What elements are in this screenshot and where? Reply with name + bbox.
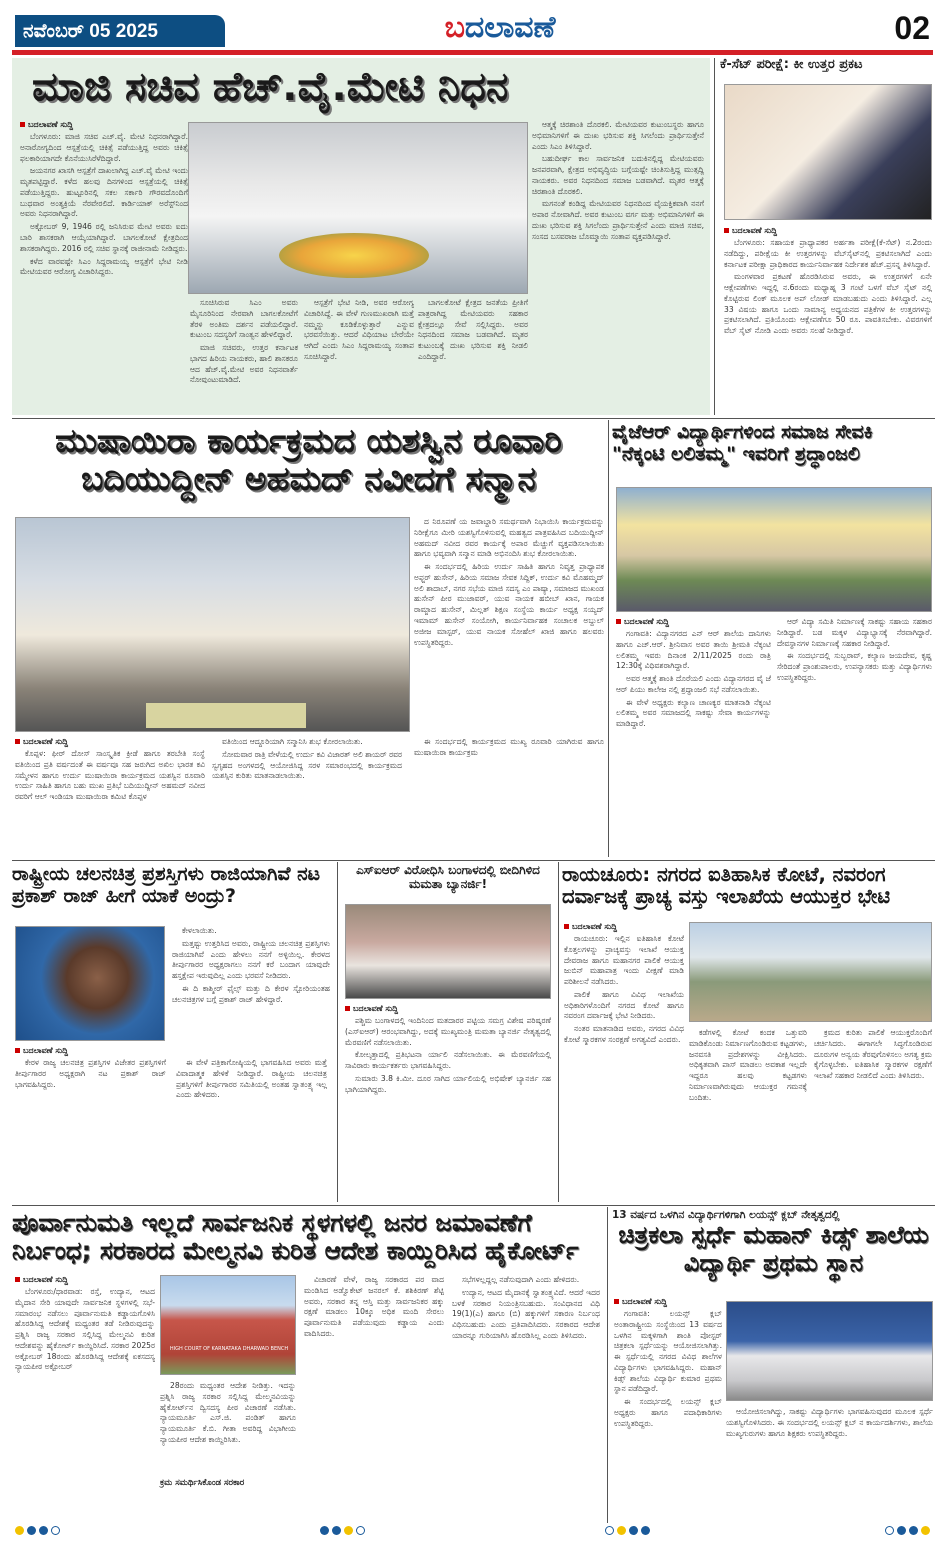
article-high-court [12, 1209, 604, 1521]
article-kset [720, 58, 935, 415]
article-raichur [562, 864, 935, 1202]
column-divider [558, 862, 559, 1202]
paragraph: ಬೆಂಗಳೂರು/ಧಾರವಾಡ: ರಸ್ತೆ, ಉದ್ಯಾನ, ಆಟದ ಮೈದಾನ ಸೇರಿ ಯಾವುದೇ ಸಾರ್ವಜನಿಕ ಸ್ಥಳಗಳಲ್ಲಿ ಸಭೆ-ಸಮಾರಂಭ ನಡೆಸಲು ಪೂರ್ವಾನುಮತಿ ಕಡ್ಡಾಯಗೊಳಿಸಿ ಹೊರಡಿಸಿದ್ದ ಆದೇಶಕ್ಕೆ ಮಧ್ಯಂತರ ತಡೆ ನೀಡಿರುವುದನ್ನು ಪ್ರಶ್ನಿಸಿ ರಾಜ್ಯ ಸರಕಾರ ಸಲ್ಲಿಸಿದ್ದ ಮೇಲ್ಮನವಿ ಕುರಿತ ಆದೇಶವನ್ನು ಹೈಕೋರ್ಟ್ ಕಾಯ್ದಿರಿಸಿದೆ. ಸರಕಾರ 2025ರ ಅಕ್ಟೋಬರ್ 18ರಂದು ಹೊರಡಿಸಿದ್ದ ಆದೇಶಕ್ಕೆ ಏಕಸದಸ್ಯ ನ್ಯಾಯಪೀಠ ಅಕ್ಟೋಬರ್ [15, 1287, 155, 1372]
paragraph: ಮಾಜಿ ಸಚಿವರು, ಉತ್ತರ ಕರ್ನಾಟಕ ಭಾಗದ ಹಿರಿಯ ನಾಯಕರು, ಹಾಲಿ ಶಾಸಕರೂ ಆದ ಹೆಚ್.ವೈ.ಮೇಟಿ ಅವರ ನಿಧನವಾರ್ತೆ ನೋವುಂಟುಮಾಡಿದೆ. [190, 343, 298, 385]
paragraph: ದ ನಿರೂಪಣೆ ಯ ಜವಾಬ್ದಾರಿ ಸಮರ್ಥವಾಗಿ ನಿಭಾಯಿಸಿ ಕಾರ್ಯಕ್ರಮವನ್ನು ನಿರೀಕ್ಷೆಗೂ ಮೀರಿ ಯಶಸ್ವಿಗೊಳಿಸುವಲ್ಲಿ ಮಹತ್ವದ ಪಾತ್ರವಹಿಸಿದ ಬದಿಯುದ್ದೀನ್ ಅಹಮದ್ ನವೀದ ರವರ ಕಾರ್ಯಕ್ಕೆ ಅಪಾರ ಮೆಚ್ಚುಗೆ ವ್ಯಕ್ತಪಡಿಸಲಾಯಿತು ಹಾಗೂ ಭವ್ಯವಾಗಿ ಸನ್ಮಾನ ಮಾಡಿ ಅಭಿನಂದಿಸಿ ಶುಭ ಕೋರಲಾಯಿತು. [414, 517, 604, 559]
column [20, 120, 188, 420]
dot [921, 1526, 930, 1535]
paragraph: ಮತ್ತಷ್ಟು ಉತ್ತರಿಸಿದ ಅವರು, ರಾಷ್ಟ್ರೀಯ ಚಲನಚಿತ್ರ ಪ್ರಶಸ್ತಿಗಳು ರಾಜಿಯಾಗಿವೆ ಎಂದು ಹೇಳಲು ನನಗೆ ಅಳ್ಳಿಯಿಲ್ಲ. ಕೇರಳದ ತೀರ್ಪುಗಾರರ ಅಧ್ಯಕ್ಷರಾಗಲು ನನಗೆ ಕರೆ ಬಂದಾಗ ಯಾವುದೇ ಹಸ್ತಕ್ಷೇಪ ಇರುವುದಿಲ್ಲ ಎಂದು ಭರವಸೆ ನೀಡಿದರು. [172, 938, 330, 981]
paragraph: ಅವರ ಆತ್ಮಕ್ಕೆ ಶಾಂತಿ ದೊರೆಯಲಿ ಎಂದು ವಿದ್ಯಾನಗರದ ವೈ ಜೆ ಆರ್ ಪಿಯು ಕಾಲೇಜ ನಲ್ಲಿ ಶ್ರದ್ಧಾಂಜಲಿ ಸಭೆ ನಡೆಸಲಾಯಿತು. [616, 674, 771, 694]
dot [15, 1526, 24, 1535]
paragraph: ಸಭೆಗಳಲ್ಲದ್ದಲ್ಲ ನಡೆಸುವುದಾಗಿ ಎಂದು ಹೇಳಿದರು. [462, 1275, 580, 1284]
newspaper-logo [380, 10, 620, 45]
dot [332, 1526, 341, 1535]
column-divider [608, 420, 609, 857]
dot [344, 1526, 353, 1535]
body-text [15, 749, 205, 854]
paragraph: ಈ ದಿ ಕಾಶ್ಮೀರ್ ಫೈಲ್ಸ್ ಮತ್ತು ದಿ ಕೇರಳ ಸ್ಟೋರಿಯಂತಹ ಚಲನಚಿತ್ರಗಳ ಬಗ್ಗೆ ಪ್ರಕಾಶ್ ರಾಜ್ ಹೇಳಿದ್ದಾರೆ. [172, 983, 330, 1004]
byline: ಬದಲಾವಣೆ ಸುದ್ದಿ [345, 1004, 551, 1014]
paragraph: ಗಂಗಾವತಿ: ವಿದ್ಯಾನಗರದ ಎನ್ ಆರ್ ಶಾಲೆಯ ದಾನಿಗಳು ಹಾಗೂ ಎಚ್.ಆರ್. ಶ್ರೀನಿವಾಸ ಅವರ ತಾಯಿ ಶ್ರೀಮತಿ ನೆಕ್ಕಂಟಿ ಲಲಿತಮ್ಮ ಇವರು ದಿನಾಂಕ 2/11/2025 ರಂದು ರಾತ್ರಿ 12:30ಕ್ಕೆ ವಿಧಿವಶರಾಗಿದ್ದಾರೆ. [616, 629, 771, 671]
dot [629, 1526, 638, 1535]
paragraph: ವತಿಯಿಂದ ಆದ್ದೂರಿಯಾಗಿ ಸನ್ಮಾನಿಸಿ ಶುಭ ಕೋರಲಾಯಿತು. [222, 737, 363, 746]
photo-mamata-rally [345, 904, 551, 999]
body-text [160, 1381, 296, 1476]
body-text [418, 298, 528, 410]
footer-dots-right [885, 1520, 933, 1539]
body-text [172, 926, 330, 1054]
paragraph: ಕಡೆಗಳಲ್ಲಿ ಕೋಟೆ ಕಂದಕ ಒತ್ತುವರಿ ಮಾಡಿಕೊಂಡು ನಿರ್ಮಾಣಗೊಂಡಿರುವ ಕಟ್ಟಡಗಳು, ಜನವಸತಿ ಪ್ರದೇಶಗಳನ್ನು ವೀಕ್ಷಿಸಿದರು. ಅಧಿಕೃತವಾಗಿ ಪಾಸ್ ಮಾಡಲು ಅವಕಾಶ ಇಲ್ಲದೇ ಇದ್ದರೂ ಹಲವು ಕಟ್ಟಡಗಳು ನಿರ್ಮಾಣವಾಗಿರುವುದು ಆಯುಕ್ತರ ಗಮನಕ್ಕೆ ಬಂದಿತು. [689, 1028, 807, 1102]
paragraph: ಪಾಲಿಕೆ ಹಾಗೂ ವಿವಿಧ ಇಲಾಖೆಯ ಅಧಿಕಾರಿಗಳೊಂದಿಗೆ ನಗರದ ಕೋಟೆ ಹಾಗೂ ನವರಂಗ ದರ್ವಾಜಕ್ಕೆ ಭೇಟಿ ನೀಡಿದರು. [564, 989, 684, 1021]
dot [320, 1526, 329, 1535]
paragraph: ಸೋಮವಾರ ರಾತ್ರಿ ವೇಳೆಯಲ್ಲಿ ಉರ್ದು ಕವಿ ವಿಜಾರತ್ ಅಲಿ ಶಾಯರ್ ರವರ ಸ್ವಗೃಹದ ಅಂಗಳದಲ್ಲಿ ಆಯೋಜಿಸಿದ್ದ ಸರಳ ಸಮಾರಂಭದಲ್ಲಿ ಕಾರ್ಯಕ್ರಮದ ಯಶಸ್ಸಿನ ಕುರಿತು ಮಾತನಾಡಲಾಯಿತು. [212, 749, 402, 781]
paragraph: ಈ ಸಂದರ್ಭದಲ್ಲಿ ಹಿರಿಯ ಉರ್ದು ಸಾಹಿತಿ ಹಾಗೂ ನಿವೃತ್ತ ಪ್ರಾಧ್ಯಾಪಕ ಅಫ್ಜರ್ ಹುಸೇನ್, ಹಿರಿಯ ಸಮಾಜ ಸೇವಕ ಸಿದ್ದಿಕ್, ಉರ್ದು ಕವಿ ಮೊಹಮ್ಮದ್ ಅಲಿ ಶಾದಾಬ್, ನಗರ ಸಭೆಯ ಮಾಜಿ ಸದಸ್ಯ ಎಂ ಪಾಷ್ಯಾ, ಸಮಾಜದ ಮುಖಂಡ ಹುಸೇನ್ ಪೀರ ಮುಜಾವರ್, ಯುವ ನಾಯಕ ಹಬೀಬ್ ಖಾನ, ಗಾಯಕ ರಾಮ್ಜಾದ ಹುಸೇನ್, ಮಿಲ್ಲತ್ ಶಿಕ್ಷಣ ಸಂಸ್ಥೆಯ ಕಾರ್ಯ ಅಧ್ಯಕ್ಷ ಸಯ್ಯದ್ ಇಮಾಮ್ ಹುಸೇನ್ ಸಂಯೋಗಿ, ಕಾರ್ಯನಿರ್ವಾಹಕ ಸಂಚಾಲಕ ಅಬ್ದುಲ್ ಅಜೀಜ ಮಾಸ್ಟರ್, ಯುವ ನಾಯಕ ಸೋಹೆಲ್ ಖಾಜಿ ಹಾಗೂ ಹಲವರು ಉಪಸ್ಥಿತರಿದ್ದರು. [414, 562, 604, 647]
article-lions-club [612, 1209, 935, 1521]
table-cloth [146, 703, 306, 728]
footer-dots-mid-right [605, 1520, 653, 1539]
byline: ಬದಲಾವಣೆ ಸುದ್ದಿ [616, 617, 771, 627]
paragraph: ಕೊಪ್ಪಳ: ಫೀರ್ ದೋಸ್ ಸಾಂಸ್ಕೃತಿಕ ಕ್ರೀಡೆ ಹಾಗೂ ತರಬೇತಿ ಸಂಸ್ಥೆ ವತಿಯಿಂದ ಪ್ರತಿ ವರ್ಷದಂತೆ ಈ ವರ್ಷವೂ ಸಹ ಜರುಗಿದ ಅಖಿಲ ಭಾರತ ಕವಿ ಸಮ್ಮೇಳನ ಹಾಗೂ ಉರ್ದು ಮುಷಾಯಿರಾ ಕಾರ್ಯಕ್ರಮದ ಯಶಸ್ವಿನ ರೂವಾರಿ ಉರ್ದು ಸಾಹಿತಿ ಹಾಗೂ ಬಹು ಮುಖ ಪ್ರತಿಭೆ ಬದಿಯುದ್ದೀನ್ ಅಹಮದ್ ನವೀದ ರವರಿಗೆ ಆಲ್ ಇಂಡಿಯಾ ಮುಷಾಯಿರಾ ಕಮಿಟಿ ಕೊಪ್ಪಳ [15, 749, 205, 802]
logo-first-letter: ಬ [444, 10, 465, 45]
body-text [20, 132, 188, 420]
dot [885, 1526, 894, 1535]
body-text [724, 238, 932, 418]
body-text [616, 629, 771, 854]
column-divider [607, 1207, 608, 1523]
paragraph: ಜಯನಗರ ಖಾಸಗಿ ಆಸ್ಪತ್ರೆಗೆ ದಾಖಲಾಗಿದ್ದ ಎಚ್.ವೈ ಮೇಟಿ ಇಂದು ಮೃತಪಟ್ಟಿದ್ದಾರೆ. ಕಳೆದ ಹಲವು ದಿನಗಳಿಂದ ಆಸ್ಪತ್ರೆಯಲ್ಲಿ ಚಿಕಿತ್ಸೆ ಪಡೆಯುತ್ತಿದ್ದರು. ಹುಟ್ಟೂರಿನಲ್ಲಿ ಸಕಲ ಸರ್ಕಾರಿ ಗೌರವದೊಂದಿಗೆ ಬುಧವಾರ ಅಂತ್ಯಕ್ರಿಯೆ ನೆರವೇರಲಿದೆ. ಕಾರ್ಡಿಯಾಕ್ ಅರೆಸ್ಟ್‌ನಿಂದ ಅವರು ನಿಧನರಾಗಿದ್ದಾರೆ. [20, 166, 188, 219]
paragraph: ಆಸ್ಪತ್ರೆಗೆ ಭೇಟಿ ನೀಡಿ, ಅವರ ಆರೋಗ್ಯ ವಿಚಾರಿಸಿದ್ದೆ. ಈ ವೇಳೆ ಗುಣಮುಖರಾಗಿ ಮತ್ತೆ ನಮ್ಮನ್ನು ಕೂಡಿಕೊಳ್ಳುತ್ತಾರೆ ಎನ್ನುವ ಭರವಸೆಯಿತ್ತು. ಆದರೆ ವಿಧಿಯಾಟ ಬೇರೆಯೇ ಆಗಿದೆ ಎಂದು ಸಿಎಂ ಸಿದ್ದರಾಮಯ್ಯ ಸಂತಾಪ ಸೂಚಿಸಿದ್ದಾರೆ. [304, 298, 414, 361]
headline: ಕೆ-ಸೆಟ್ ಪರೀಕ್ಷೆ: ಕೀ ಉತ್ತರ ಪ್ರಕಟ [720, 57, 863, 72]
headline: ರಾಷ್ಟ್ರೀಯ ಚಲನಚಿತ್ರ ಪ್ರಶಸ್ತಿಗಳು ರಾಜಿಯಾಗಿವೆ ನಟ ಪ್ರಕಾಶ್ ರಾಜ್ ಹೀಗೆ ಯಾಕೆ ಅಂದ್ರು? [12, 863, 321, 907]
dot [51, 1526, 60, 1535]
body-text [452, 1275, 600, 1515]
body-text [814, 1028, 932, 1198]
masthead-rule [12, 50, 933, 55]
body-text [414, 737, 604, 852]
dot [39, 1526, 48, 1535]
paragraph: ಈ ಸಂದರ್ಭದಲ್ಲಿ ಕಾರ್ಯಕ್ರಮದ ಮುಖ್ಯ ರೂವಾರಿ ಯಾಗಿರುವ ಹಾಗೂ ಮುಷಾಯಿರಾ ಕಾರ್ಯಕ್ರಮ [414, 737, 604, 757]
paragraph: ಕೋಲ್ಕತ್ತಾದಲ್ಲಿ ಪ್ರತಿಭಟನಾ ರ್ಯಾಲಿ ನಡೆಸಲಾಯಿತು. ಈ ಮೆರವಣಿಗೆಯಲ್ಲಿ ಸಾವಿರಾರು ಕಾರ್ಯಕರ್ತರು ಭಾಗವಹಿಸಿದ್ದರು. [345, 1050, 551, 1071]
photo-felicitation [15, 517, 410, 732]
body-text [15, 1287, 155, 1512]
paragraph: ಕಳೆದ ವಾರವಷ್ಟೇ ಸಿಎಂ ಸಿದ್ದರಾಮಯ್ಯ ಆಸ್ಪತ್ರೆಗೆ ಭೇಟಿ ನೀಡಿ ಮೇಟಿಯವರ ಆರೋಗ್ಯ ವಿಚಾರಿಸಿದ್ದರು. [20, 256, 188, 277]
paragraph: ರಾಯಚೂರು: ಇಲ್ಲಿನ ಐತಿಹಾಸಿಕ ಕೋಟೆ ಕೊತ್ತಲಗಳನ್ನು ಪ್ರಾಚ್ಯವಸ್ತು ಇಲಾಖೆ ಆಯುಕ್ತ ದೇವರಾಜ ಹಾಗೂ ಮಹಾನಗರ ಪಾಲಿಕೆ ಆಯುಕ್ತ ಜುಬಿನ್ ಮಹಾಪಾತ್ರ ಇಂದು ವೀಕ್ಷಣೆ ಮಾಡಿ ಪರಿಶೀಲನೆ ನಡೆಸಿದರು. [564, 934, 684, 987]
byline: ಬದಲಾವಣೆ ಸುದ್ದಿ [564, 922, 684, 932]
body-text [190, 298, 298, 410]
paragraph: ಆರ್ ವಿದ್ಯಾ ಸಮಿತಿ ನಿರ್ಮಾಣಕ್ಕೆ ಸಾಕಷ್ಟು ಸಹಾಯ ಸಹಕಾರ ನೀಡಿದ್ದಾರೆ. ಬಡ ಮಕ್ಕಳ ವಿದ್ಯಾಭ್ಯಾಸಕ್ಕೆ ನೆರವಾಗಿದ್ದಾರೆ. ದೇವಸ್ಥಾನಗಳ ನಿರ್ಮಾಣಕ್ಕೆ ಸಹಕಾರ ನೀಡಿದ್ದಾರೆ. [777, 617, 932, 648]
paragraph: ಈ ಸಂದರ್ಭದಲ್ಲಿ ಸುಬ್ಬರಾವ್, ಕಲ್ಯಾಣ ಜಯದೇವ, ಕೃಷ್ಣ ಸೇರಿದಂತೆ ಪ್ರಾಂಶುಪಾಲರು, ಉಪನ್ಯಾಸಕರು ಮತ್ತು ವಿದ್ಯಾರ್ಥಿಗಳು ಉಪಸ್ಥಿತರಿದ್ದರು. [777, 651, 932, 682]
paragraph: ನಂತರ ಮಾತನಾಡಿದ ಅವರು, ನಗರದ ವಿವಿಧ ಕೋಟೆ ಸ್ಮಾರಕಗಳ ಸಂರಕ್ಷಣೆ ಅಗತ್ಯವಿದೆ ಎಂದರು. [564, 1024, 684, 1045]
subheading: ಕ್ರಮ ಸಮರ್ಥಿಸಿಕೊಂಡ ಸರಕಾರ [160, 1478, 245, 1488]
headline: ಪೂರ್ವಾನುಮತಿ ಇಲ್ಲದೆ ಸಾರ್ವಜನಿಕ ಸ್ಥಳಗಳಲ್ಲಿ ಜನರ ಜಮಾವಣೆಗೆ ನಿರ್ಬಂಧ; ಸರಕಾರದ ಮೇಲ್ಮನವಿ ಕುರಿತ ಆದೇಶ ಕಾಯ್ದಿರಿಸಿದ ಹೈಕೋರ್ಟ್ [12, 1208, 579, 1266]
column-divider [714, 58, 715, 415]
paragraph: ಈ ವೇಳೆ ಪತ್ರಿಕಾಗೋಷ್ಠಿಯಲ್ಲಿ ಭಾಗವಹಿಸಿದ ಅವರು ಮತ್ತೆ ವಿವಾದಾತ್ಮಕ ಹೇಳಿಕೆ ನೀಡಿದ್ದಾರೆ. ರಾಷ್ಟ್ರೀಯ ಚಲನಚಿತ್ರ ಪ್ರಶಸ್ತಿಗಳಿಗೆ ತೀರ್ಪುಗಾರರ ಸಮಿತಿಯಲ್ಲಿ ಅಂತಹ ಸ್ವಾತಂತ್ರ್ಯ ಇಲ್ಲ ಎಂದು ಹೇಳಿದರು. [176, 1058, 327, 1100]
section-divider [12, 1205, 935, 1206]
byline: ಬದಲಾವಣೆ ಸುದ್ದಿ [15, 1046, 165, 1056]
headline: ಚಿತ್ರಕಲಾ ಸ್ಪರ್ಧೆ ಮಹಾನ್ ಕಿಡ್ಸ್ ಶಾಲೆಯ ವಿದ್ಯಾರ್ಥಿ ಪ್ರಥಮ ಸ್ಥಾನ [618, 1221, 929, 1277]
article-prakash-raj [12, 864, 334, 1202]
body-text [564, 934, 684, 1199]
section-divider [12, 860, 935, 861]
photo-fort-inspection [689, 922, 932, 1022]
photo-prakash-raj [15, 926, 165, 1041]
body-text [689, 1028, 807, 1198]
paragraph: ಅಕ್ಟೋಬರ್ 9, 1946 ರಲ್ಲಿ ಜನಿಸಿರುವ ಮೇಟಿ ಅವರು ಐದು ಬಾರಿ ಶಾಸಕರಾಗಿ ಆಯ್ಕೆಯಾಗಿದ್ದಾರೆ. ಬಾಗಲಕೋಟೆ ಕ್ಷೇತ್ರದಿಂದ ಶಾಸಕರಾಗಿದ್ದರು. 2016 ರಲ್ಲಿ ಸಚಿವ ಸ್ಥಾನಕ್ಕೆ ರಾಜೀನಾಮೆ ನೀಡಿದ್ದರು. [20, 222, 188, 253]
headline-line: ಮುಷಾಯಿರಾ ಕಾರ್ಯಕ್ರಮದ ಯಶಸ್ವಿನ ರೂವಾರಿ [55, 421, 562, 460]
body-text [345, 1016, 551, 1196]
byline: ಬದಲಾವಣೆ ಸುದ್ದಿ [724, 226, 932, 236]
paragraph: ಬೆಂಗಳೂರು: ಸಹಾಯಕ ಪ್ರಾಧ್ಯಾಪಕರ ಅರ್ಹತಾ ಪರೀಕ್ಷೆ(ಕೆ-ಸೆಟ್) ನ.2ರಂದು ನಡೆದಿದ್ದು, ಪರೀಕ್ಷೆಯ ಕೀ ಉತ್ತರಗಳನ್ನು ವೆಬ್‌ಸೈಟ್‌ನಲ್ಲಿ ಪ್ರಕಟಿಸಲಾಗಿದೆ ಎಂದು ಕರ್ನಾಟಕ ಪರೀಕ್ಷಾ ಪ್ರಾಧಿಕಾರದ ಕಾರ್ಯನಿರ್ವಾಹಕ ನಿರ್ದೇಶಕ ಹೆಚ್.ಪ್ರಸನ್ನ ತಿಳಿಸಿದ್ದಾರೆ. [724, 238, 932, 269]
photo-college-gathering [616, 487, 932, 612]
building-sign: HIGH COURT OF KARNATAKA DHARWAD BENCH [169, 1346, 289, 1352]
headline-line: ವೈಜೆಆರ್ ವಿದ್ಯಾರ್ಥಿಗಳಿಂದ ಸಮಾಜ ಸೇವಕಿ [612, 421, 873, 443]
photo-award-ceremony [726, 1301, 933, 1401]
body-text [15, 1058, 327, 1198]
paragraph: ಗಂಗಾವತಿ: ಲಯನ್ಸ್ ಕ್ಲಬ್ ಅಂತಾರಾಷ್ಟ್ರೀಯ ಸಂಸ್ಥೆಯಿಂದ 13 ವರ್ಷದ ಒಳಗಿನ ಮಕ್ಕಳಿಗಾಗಿ ಶಾಂತಿ ಪೋಸ್ಟರ್ ಚಿತ್ರಕಲಾ ಸ್ಪರ್ಧೆಯನ್ನು ಆಯೋಜಿಸಲಾಗಿತ್ತು. ಈ ಸ್ಪರ್ಧೆಯಲ್ಲಿ ನಗರದ ವಿವಿಧ ಶಾಲೆಗಳ ವಿದ್ಯಾರ್ಥಿಗಳು ಭಾಗವಹಿಸಿದ್ದರು. ಮಹಾನ್ ಕಿಡ್ಸ್ ಶಾಲೆಯ ವಿದ್ಯಾರ್ಥಿ ಕುಮಾರ ಪ್ರಥಮ ಸ್ಥಾನ ಪಡೆದಿದ್ದಾರೆ. [614, 1309, 722, 1394]
article-mamata [341, 864, 555, 1202]
article-yjr [612, 422, 935, 857]
photo-meti-tribute [188, 122, 528, 294]
headline [612, 422, 935, 466]
photo-high-court-building [160, 1275, 296, 1375]
body-text [304, 298, 414, 410]
headline [12, 422, 605, 498]
body-text [414, 517, 604, 732]
section-divider [12, 418, 935, 419]
logo-rest: ದಲಾವಣೆ [464, 10, 556, 45]
paragraph: ಈ ವೇಳೆ ಅಧ್ಯಕ್ಷರು ಕಲ್ಯಾಣ ಚಾಣಕ್ಯರ ಮಾತನಾಡಿ ನೆಕ್ಕಂಟಿ ಲಲಿತಮ್ಮ ಅವರ ಸಮಾಜದಲ್ಲಿ ಸಾಕಷ್ಟು ಸೇವಾ ಕಾರ್ಯಗಳನ್ನು ಮಾಡಿದ್ದಾರೆ. [616, 697, 771, 729]
paragraph: ಉದ್ಯಾನ, ಆಟದ ಮೈದಾನಕ್ಕೆ ಸ್ವಾತಂತ್ರ್ಯವಿದೆ. ಆದರೆ ಇದರ ಬಳಕೆ ಸರಕಾರ ನಿಯಂತ್ರಿಸಬಹುದು. ಸಂವಿಧಾನದ ವಿಧಿ 19(1)(ಎ) ಹಾಗೂ (ಬಿ) ಹಕ್ಕುಗಳಿಗೆ ಸಕಾರಣ ನಿರ್ಬಂಧ ವಿಧಿಸಬಹುದು ಎಂದು ಪ್ರತಿಪಾದಿಸಿದರು. ಸರಕಾರದ ಆದೇಶ ಯಾರನ್ನೂ ಗುರಿಯಾಗಿಸಿ ಹೊರಡಿಸಿಲ್ಲ ಎಂದು ತಿಳಿಸಿದರು. [452, 1287, 600, 1340]
paragraph: ಸುಮಾರು 3.8 ಕಿ.ಮೀ. ದೂರ ಸಾಗಿದ ರ್ಯಾಲಿಯಲ್ಲಿ ಅಭಿಷೇಕ್ ಬ್ಯಾನರ್ಜಿ ಸಹ ಭಾಗಿಯಾಗಿದ್ದರು. [345, 1073, 551, 1094]
headline-line: ಬದಿಯುದ್ದೀನ್ ಅಹಮದ್ ನವೀದಗೆ ಸನ್ಮಾನ [81, 458, 536, 498]
byline: ಬದಲಾವಣೆ ಸುದ್ದಿ [15, 1275, 155, 1285]
edition-date: ನವೆಂಬರ್ 05 2025 [15, 15, 225, 47]
dot [605, 1526, 614, 1535]
column-divider [337, 862, 338, 1202]
byline: ಬದಲಾವಣೆ ಸುದ್ದಿ [15, 737, 205, 747]
body-text [614, 1309, 722, 1519]
paragraph: ಪಶ್ಚಿಮ ಬಂಗಾಳದಲ್ಲಿ ಇಂದಿನಿಂದ ಮತದಾರರ ಪಟ್ಟಿಯ ಸಮಗ್ರ ವಿಶೇಷ ಪರಿಷ್ಕರಣೆ (ಎಸ್‌ಐಆರ್) ಆರಂಭವಾಗಿದ್ದು, ಅದಕ್ಕೆ ಮುಖ್ಯಮಂತ್ರಿ ಮಮತಾ ಬ್ಯಾನರ್ಜಿ ನೇತೃತ್ವದಲ್ಲಿ ಮೆರವಣಿಗೆ ನಡೆಸಲಾಯಿತು. [345, 1016, 551, 1047]
paragraph: ಆತ್ಮಕ್ಕೆ ಚಿರಶಾಂತಿ ದೊರಕಲಿ. ಮೇಟಿಯವರ ಕುಟುಂಬಸ್ಥರು ಹಾಗೂ ಅಭಿಮಾನಿಗಳಿಗೆ ಈ ದುಃಖ ಭರಿಸುವ ಶಕ್ತಿ ಸಿಗಲೆಂದು ಪ್ರಾರ್ಥಿಸುತ್ತೇನೆ ಎಂದು ಸಿಎಂ ತಿಳಿಸಿದ್ದಾರೆ. [532, 120, 704, 151]
headline: ರಾಯಚೂರು: ನಗರದ ಐತಿಹಾಸಿಕ ಕೋಟೆ, ನವರಂಗ ದರ್ವಾಜಕ್ಕೆ ಪ್ರಾಚ್ಯ ವಸ್ತು ಇಲಾಖೆಯ ಆಯುಕ್ತರ ಭೇಟಿ [562, 863, 891, 909]
paragraph: ವಿಚಾರಣೆ ವೇಳೆ, ರಾಜ್ಯ ಸರಕಾರದ ಪರ ವಾದ ಮಂಡಿಸಿದ ಅಡ್ವೊಕೇಟ್ ಜನರಲ್ ಕೆ. ಶಶಿಕಿರಣ್ ಶೆಟ್ಟಿ ಅವರು, ಸರಕಾರ ತನ್ನ ಆಸ್ತಿ ಮತ್ತು ಸಾರ್ವಜನಿಕರ ಹಕ್ಕು ರಕ್ಷಣೆ ಮಾಡಲು 10ಕ್ಕೂ ಅಧಿಕ ಮಂದಿ ಸೇರಲು ಪೂರ್ವಾನುಮತಿ ಪಡೆಯುವುದು ಕಡ್ಡಾಯ ಎಂದು ವಾದಿಸಿದರು. [304, 1275, 444, 1338]
paragraph: ಈ ಸಂದರ್ಭದಲ್ಲಿ ಲಯನ್ಸ್ ಕ್ಲಬ್ ಅಧ್ಯಕ್ಷರು ಹಾಗೂ ಪದಾಧಿಕಾರಿಗಳು ಉಪಸ್ಥಿತರಿದ್ದರು. [614, 1397, 722, 1428]
page-number: 02 [894, 10, 930, 46]
headline: ಮಾಜಿ ಸಚಿವ ಹೆಚ್.ವೈ.ಮೇಟಿ ನಿಧನ [32, 64, 509, 110]
paragraph: 28ರಂದು ಮಧ್ಯಂತರ ಆದೇಶ ನೀಡಿತ್ತು. ಇದನ್ನು ಪ್ರಶ್ನಿಸಿ ರಾಜ್ಯ ಸರಕಾರ ಸಲ್ಲಿಸಿದ್ದ ಮೇಲ್ಮನವಿಯನ್ನು ಹೈಕೋರ್ಟ್‌ನ ದ್ವಿಸದಸ್ಯ ಪೀಠ ವಿಚಾರಣೆ ನಡೆಸಿತು. ನ್ಯಾಯಮೂರ್ತಿ ಎಸ್.ಜಿ. ಪಂಡಿತ್ ಹಾಗೂ ನ್ಯಾಯಮೂರ್ತಿ ಕೆ.ಬಿ. ಗೀತಾ ಅವರಿದ್ದ ವಿಭಾಗೀಯ ನ್ಯಾಯಪೀಠ ಆದೇಶ ಕಾಯ್ದಿರಿಸಿತು. [160, 1381, 296, 1444]
dot [27, 1526, 36, 1535]
paragraph: ಆಯೋಜಿಸಲಾಗಿದ್ದು, ಸಾಕಷ್ಟು ವಿದ್ಯಾರ್ಥಿಗಳು ಭಾಗವಹಿಸುವುದರ ಮೂಲಕ ಸ್ಪರ್ಧೆ ಯಶಸ್ವಿಗೊಳಿಸಿದರು. ಈ ಸಂದರ್ಭದಲ್ಲಿ ಲಯನ್ಸ್ ಕ್ಲಬ್ ನ ಕಾರ್ಯದರ್ಶಿಗಳು, ಶಾಲೆಯ ಮುಖ್ಯಗುರುಗಳು ಹಾಗೂ ಶಿಕ್ಷಕರು ಉಪಸ್ಥಿತರಿದ್ದರು. [726, 1407, 933, 1438]
paragraph: ಬಹುದೀರ್ಘ ಕಾಲ ಸಾರ್ವಜನಿಕ ಬದುಕಿನಲ್ಲಿದ್ದ ಮೇಟಿಯವರು ಜನಪರವಾಗಿ, ಕ್ಷೇತ್ರದ ಅಭಿವೃದ್ಧಿಯ ಬಗ್ಗೆಯಷ್ಟೇ ಚಿಂತಿಸುತ್ತಿದ್ದ ಮುತ್ಸದ್ದಿ ನಾಯಕರು. ಅವರ ನಿಧನದಿಂದ ಸಮಾಜ ಬಡವಾಗಿದೆ. ಮೃತರ ಆತ್ಮಕ್ಕೆ ಚಿರಶಾಂತಿ ದೊರಕಲಿ. [532, 154, 704, 196]
paragraph: ಕ್ರಮದ ಕುರಿತು ಪಾಲಿಕೆ ಆಯುಕ್ತರೊಂದಿಗೆ ಚರ್ಚಿಸಿದರು. ಈಗಾಗಲೇ ಸಿದ್ಧಗೊಂಡಿರುವ ದೂರುಗಳ ಅನ್ವಯ ತೆರವುಗೊಳಿಸಲು ಅಗತ್ಯ ಕ್ರಮ ಕೈಗೊಳ್ಳಬೇಕು. ಐತಿಹಾಸಿಕ ಸ್ಮಾರಕಗಳ ರಕ್ಷಣೆಗೆ ಇಲಾಖೆ ಸಹಕಾರ ನೀಡಲಿದೆ ಎಂದು ತಿಳಿಸಿದರು. [814, 1028, 932, 1081]
body-text [777, 617, 932, 852]
body-text [212, 737, 402, 852]
paragraph: ಮಗನಂತೆ ಕಂಡಿದ್ದ ಮೇಟಿಯವರ ನಿಧನದಿಂದ ವೈಯಕ್ತಿಕವಾಗಿ ನನಗೆ ಅಪಾರ ನೋವಾಗಿದೆ. ಅವರ ಕುಟುಂಬ ವರ್ಗ ಮತ್ತು ಅಭಿಮಾನಿಗಳಿಗೆ ಈ ದುಃಖ ಭರಿಸುವ ಶಕ್ತಿ ಸಿಗಲೆಂದು ಪ್ರಾರ್ಥಿಸುತ್ತೇನೆ ಎಂದು ಮಾಜಿ ಸಚಿವ, ಸಂಸದ ಬಸವರಾಜ ಬೊಮ್ಮಾಯಿ ಸಂತಾಪ ವ್ಯಕ್ತಪಡಿಸಿದ್ದಾರೆ. [532, 199, 704, 241]
flower-wreath [279, 233, 429, 278]
paragraph: ಕೇರಳ ರಾಜ್ಯ ಚಲನಚಿತ್ರ ಪ್ರಶಸ್ತಿಗಳ ವಿಜೇತರ ಪ್ರಶಸ್ತಿಗಳಿಗೆ ತೀರ್ಪುಗಾರರ ಅಧ್ಯಕ್ಷರಾಗಿ ನಟ ಪ್ರಕಾಶ್ ರಾಜ್ ಭಾಗವಹಿಸಿದ್ದರು. [15, 1058, 166, 1089]
kicker: 13 ವರ್ಷದ ಒಳಗಿನ ವಿದ್ಯಾರ್ಥಿಗಳಿಗಾಗಿ ಲಯನ್ಸ್ ಕ್ಲಬ್ ನೇತೃತ್ವದಲ್ಲಿ [612, 1209, 840, 1221]
headline-line: "ನೆಕ್ಕಂಟಿ ಲಲಿತಮ್ಮ" ಇವರಿಗೆ ಶ್ರದ್ಧಾಂಜಲಿ [612, 442, 860, 465]
dot [641, 1526, 650, 1535]
paragraph: ಕೇಳಲಾಯಿತು. [182, 926, 217, 935]
byline: ಬದಲಾವಣೆ ಸುದ್ದಿ [20, 120, 188, 130]
dot [897, 1526, 906, 1535]
paragraph: ಸೂಚಿಸಿರುವ ಸಿಎಂ ಅವರು ಮೈಸೂರಿನಿಂದ ನೇರವಾಗಿ ಬಾಗಲಕೋಟೆಗೆ ತೆರಳಿ ಅಂತಿಮ ದರ್ಶನ ಪಡೆಯಲಿದ್ದಾರೆ. ಕುಟುಂಬ ಸದಸ್ಯರಿಗೆ ಸಾಂತ್ವನ ಹೇಳಲಿದ್ದಾರೆ. [190, 298, 298, 340]
paragraph: ಬೆಂಗಳೂರು: ಮಾಜಿ ಸಚಿವ ಎಚ್.ವೈ. ಮೇಟಿ ನಿಧನರಾಗಿದ್ದಾರೆ. ಅನಾರೋಗ್ಯದಿಂದ ಆಸ್ಪತ್ರೆಯಲ್ಲಿ ಚಿಕಿತ್ಸೆ ಪಡೆಯುತ್ತಿದ್ದ ಅವರು ಚಿಕಿತ್ಸೆ ಫಲಕಾರಿಯಾಗದೇ ಕೊನೆಯುಸಿರೆಳೆದಿದ್ದಾರೆ. [20, 132, 188, 163]
body-text [726, 1407, 933, 1515]
dot [356, 1526, 365, 1535]
body-text [532, 120, 704, 410]
paragraph: ಮಂಗಳವಾರ ಪ್ರಕಟಣೆ ಹೊರಡಿಸಿರುವ ಅವರು, ಈ ಉತ್ತರಗಳಿಗೆ ಏನೇ ಆಕ್ಷೇಪಣೆಗಳು ಇದ್ದಲ್ಲಿ ನ.6ರಂದು ಮಧ್ಯಾಹ್ನ 3 ಗಂಟೆ ಒಳಗೆ ವೆಬ್ ಸೈಟ್ ನಲ್ಲಿ ಕೊಟ್ಟಿರುವ ಲಿಂಕ್ ಮೂಲಕ ಅಪ್ ಲೋಡ್ ಮಾಡಬಹುದು ಎಂದು ತಿಳಿಸಿದ್ದಾರೆ. ಎಲ್ಲ 33 ವಿಷಯ ಹಾಗೂ ಒಂದು ಸಾಮಾನ್ಯ ಅಧ್ಯಯನದ ಪತ್ರಿಕೆಗಳ ಕೀ ಉತ್ತರಗಳನ್ನು ಪ್ರಕಟಿಸಲಾಗಿದೆ. ಪ್ರತಿಯೊಂದು ಆಕ್ಷೇಪಣೆಗೂ 50 ರೂ. ಪಾವತಿಸಬೇಕು. ವಿವರಗಳಿಗೆ ವೆಬ್ ಸೈಟ್ ನೋಡಿ ಎಂದು ಅವರು ಸಲಹೆ ನೀಡಿದ್ದಾರೆ. [724, 272, 932, 336]
byline: ಬದಲಾವಣೆ ಸುದ್ದಿ [614, 1297, 722, 1307]
photo-exam-writing [724, 84, 932, 220]
dot [617, 1526, 626, 1535]
headline: ಎಸ್‌ಐಆರ್ ವಿರೋಧಿಸಿ ಬಂಗಾಳದಲ್ಲಿ ಬೀದಿಗಿಳಿದ ಮಮತಾ ಬ್ಯಾನರ್ಜಿ! [356, 863, 540, 891]
dot [909, 1526, 918, 1535]
footer-dots-mid-left [320, 1520, 368, 1539]
article-meti [12, 58, 710, 415]
footer-dots-left [15, 1520, 63, 1539]
article-mushaira [12, 422, 605, 857]
paragraph: ಬಾಗಲಕೋಟೆ ಕ್ಷೇತ್ರದ ಜನತೆಯ ಪ್ರೀತಿಗೆ ಪಾತ್ರರಾಗಿದ್ದ ಮೇಟಿಯವರು ಸಹಕಾರ ಕ್ಷೇತ್ರದಲ್ಲೂ ಸೇವೆ ಸಲ್ಲಿಸಿದ್ದರು. ಅವರ ನಿಧನದಿಂದ ಸಮಾಜ ಬಡವಾಗಿದೆ. ಮೃತರ ಕುಟುಂಬಕ್ಕೆ ದುಃಖ ಭರಿಸುವ ಶಕ್ತಿ ನೀಡಲಿ ಎಂದಿದ್ದಾರೆ. [418, 298, 528, 361]
body-text [304, 1275, 444, 1515]
